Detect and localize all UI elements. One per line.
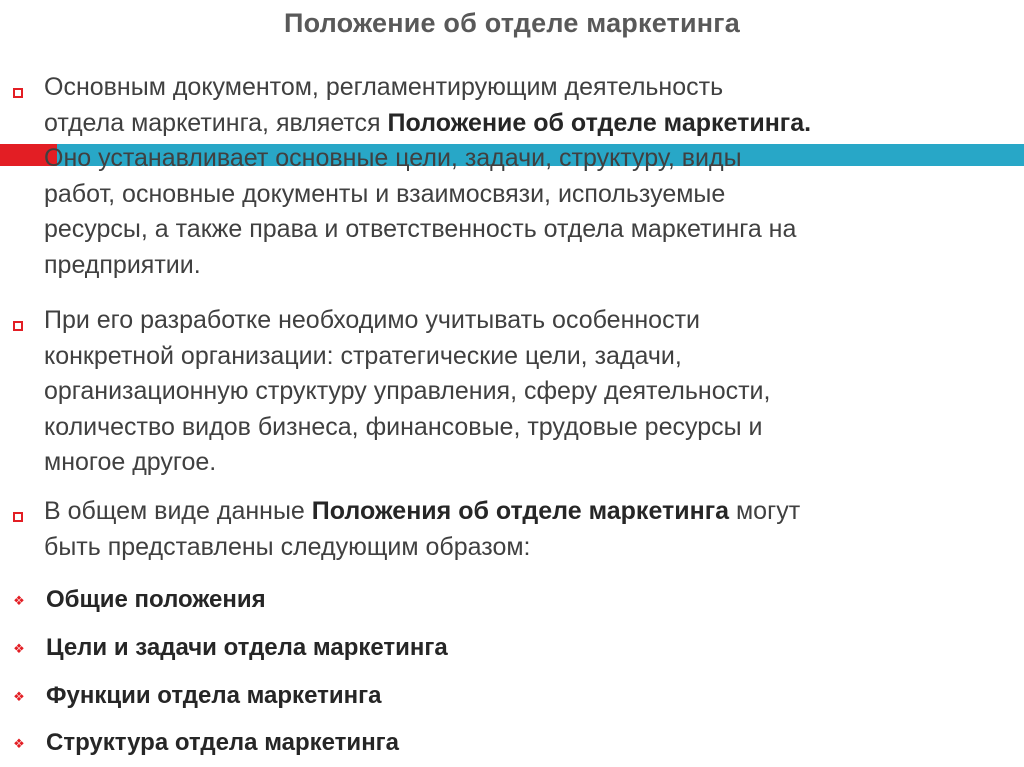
square-bullet-icon	[13, 512, 23, 522]
paragraph-line	[44, 410, 974, 446]
diamond-bullet-icon: ❖	[13, 593, 25, 608]
paragraph-line	[44, 212, 974, 248]
text-segment: многое другое.	[44, 448, 217, 476]
diamond-bullet-icon: ❖	[13, 736, 25, 751]
subitem-goals: Цели и задачи отдела маркетинга	[46, 634, 448, 661]
paragraph-3	[44, 494, 974, 565]
text-segment: количество видов бизнеса, финансовые, трудовые ресурсы и	[44, 412, 763, 441]
text-segment: Основным документом, регламентирующим деятельность	[44, 73, 724, 101]
text-segment: конкретной организации: стратегические цели, задачи,	[44, 341, 682, 370]
subitem-structure: Структура отдела маркетинга	[46, 729, 400, 756]
paragraph-2	[44, 303, 974, 481]
square-bullet-icon	[13, 321, 23, 331]
paragraph-line	[44, 303, 974, 339]
slide-title: Положение об отделе маркетинга	[284, 8, 740, 38]
paragraph-line	[44, 374, 974, 410]
paragraph-line	[44, 445, 974, 481]
subitem-general: Общие положения	[46, 586, 266, 613]
text-segment: отдела маркетинга, является	[44, 108, 388, 137]
paragraph-line	[44, 106, 974, 142]
bold-text-segment: Положение об отделе маркетинга.	[387, 108, 812, 137]
paragraph-line	[44, 530, 974, 566]
text-segment: быть представлены следующим образом:	[44, 532, 531, 561]
diamond-bullet-icon: ❖	[13, 641, 25, 656]
paragraph-line	[44, 141, 974, 177]
text-segment: могут	[729, 497, 801, 525]
paragraph-line	[44, 339, 974, 375]
paragraph-line	[44, 70, 974, 106]
text-segment: работ, основные документы и взаимосвязи, используемые	[44, 179, 726, 208]
text-segment: ресурсы, а также права и ответственность отдела маркетинга на	[44, 215, 797, 243]
bold-text-segment: Положения об отделе маркетинга	[311, 497, 730, 525]
text-segment: предприятии.	[44, 250, 201, 279]
text-segment: При его разработке необходимо учитывать особенности	[44, 306, 701, 334]
subitem-functions: Функции отдела маркетинга	[46, 682, 382, 709]
paragraph-1	[44, 70, 974, 283]
diamond-bullet-icon: ❖	[13, 689, 25, 704]
text-segment: организационную структуру управления, сферу деятельности,	[44, 377, 771, 405]
square-bullet-icon	[13, 88, 23, 98]
paragraph-line	[44, 494, 974, 530]
text-segment: В общем виде данные	[44, 497, 312, 525]
paragraph-line	[44, 248, 974, 284]
text-segment: Оно устанавливает основные цели, задачи, структуру, виды	[44, 144, 742, 172]
paragraph-line	[44, 177, 974, 213]
